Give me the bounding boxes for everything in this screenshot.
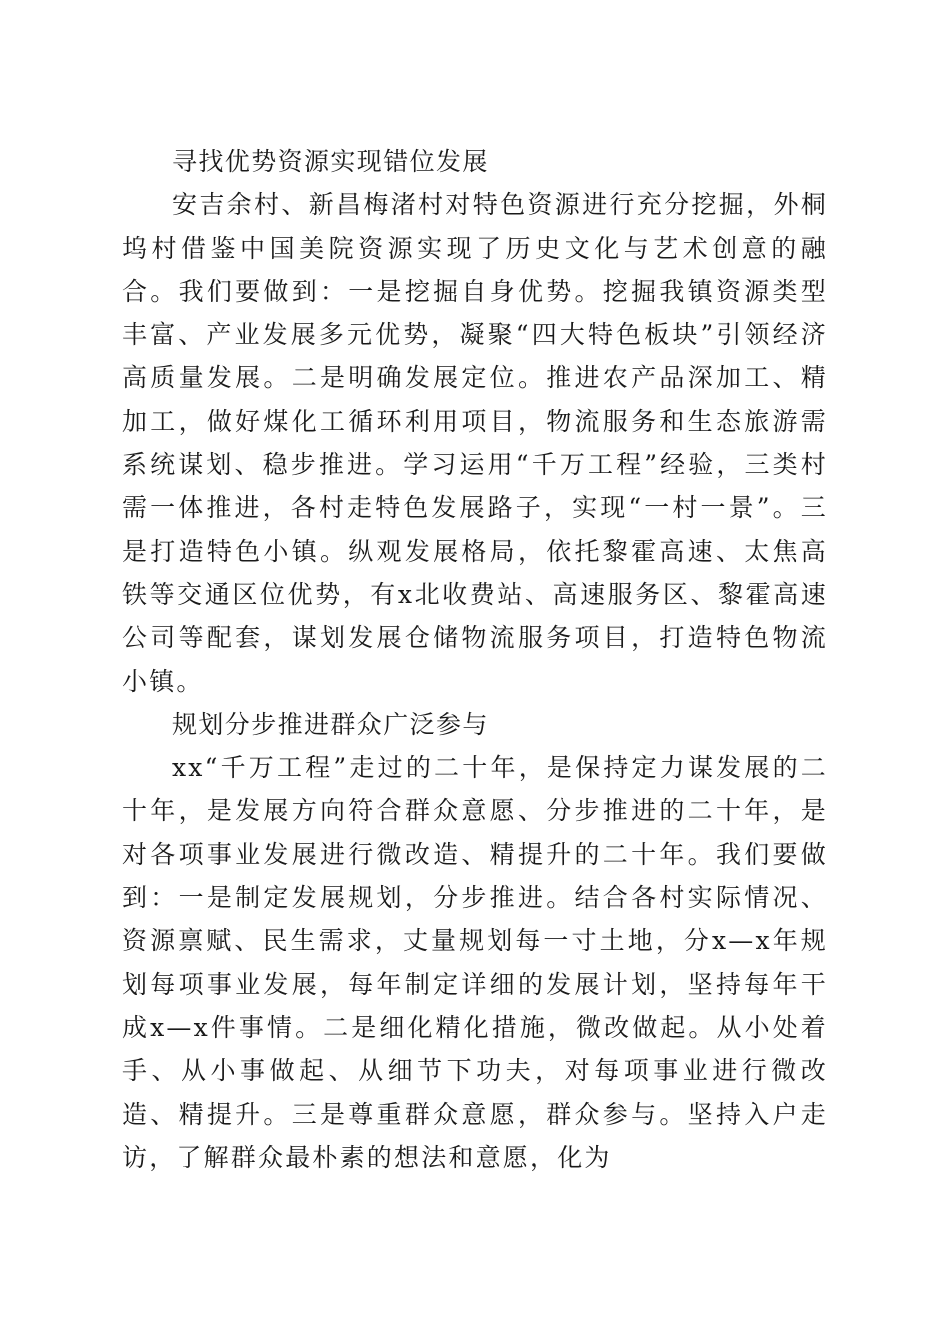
section-heading-planning-participation: 规划分步推进群众广泛参与 [172,709,489,739]
section-heading-resource-advantage: 寻找优势资源实现错位发展 [172,147,489,176]
section-body-planning-participation: xx“千万工程”走过的二十年，是保持定力谋发展的二十年，是发展方向符合群众意愿、分步推进的二十年，是对各项事业发展进行微改造、精提升的二十年。我们要做到：一是制定发展规划，分步推进。结合各村实际情况、资源禀赋、民生需求，丈量规划每一寸土地，分x—x年规划每项事业发展，每年制定详细的发展计划，坚持每年干成x—x件事情。二是细化精化措施，微改做起。从小处着手、从小事做起、从细节下功夫，对每项事业进行微改造、精提升。三是尊重群众意愿，群众参与。坚持入户走访，了解群众最朴素的想法和意愿，化为 [122,753,828,1172]
document-page [122,140,828,1179]
section-body-resource-advantage: 安吉余村、新昌梅渚村对特色资源进行充分挖掘，外桐坞村借鉴中国美院资源实现了历史文化与艺术创意的融合。我们要做到：一是挖掘自身优势。挖掘我镇资源类型丰富、产业发展多元优势，凝聚“四大特色板块”引领经济高质量发展。二是明确发展定位。推进农产品深加工、精加工，做好煤化工循环利用项目，物流服务和生态旅游需系统谋划、稳步推进。学习运用“千万工程”经验，三类村需一体推进，各村走特色发展路子，实现“一村一景”。三是打造特色小镇。纵观发展格局，依托黎霍高速、太焦高铁等交通区位优势，有x北收费站、高速服务区、黎霍高速公司等配套，谋划发展仓储物流服务项目，打造特色物流小镇。 [122,190,828,696]
